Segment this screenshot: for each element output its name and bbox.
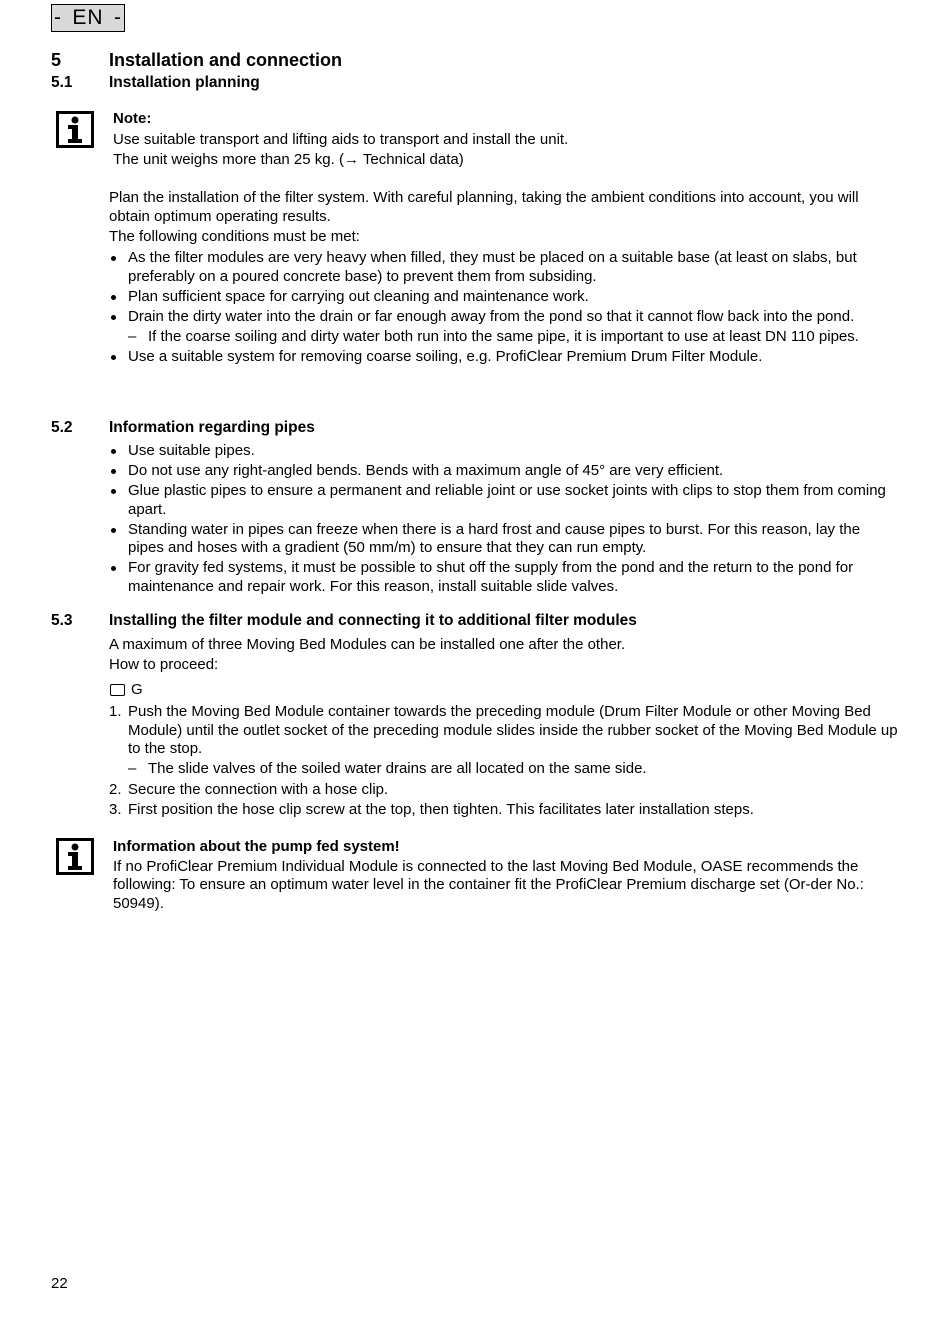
bullet-icon — [111, 566, 116, 571]
language-code: EN — [72, 6, 104, 29]
list-item — [109, 288, 899, 307]
bullet-icon — [111, 449, 116, 454]
bullet-icon — [111, 355, 116, 360]
bullet-icon — [111, 489, 116, 494]
bullet-icon — [111, 469, 116, 474]
dash-icon: – — [128, 760, 137, 777]
modules-intro: A maximum of three Moving Bed Modules can be installed one after the other. — [109, 636, 626, 653]
section-5-1-number: 5.1 — [51, 74, 73, 91]
bullet-icon — [111, 256, 116, 261]
list-item-text: Do not use any right-angled bends. Bends with a maximum angle of 45° are very efficient. — [128, 462, 724, 479]
note-label: Note: — [113, 110, 152, 127]
section-5-2-title: Information regarding pipes — [109, 419, 315, 436]
bullet-icon — [111, 315, 116, 320]
pump-info-label: Information about the pump fed system! — [113, 838, 400, 855]
list-item — [109, 462, 899, 481]
step-number: 3. — [109, 800, 122, 818]
conditions-list — [109, 249, 899, 368]
pump-info-text: If no ProfiClear Premium Individual Module is connected to the last Moving Bed Module, OASE recommends the following: To ensure an optimum water level in the container fit the ProfiClear Premium discharge set (Or-der No.: 50949). — [113, 857, 864, 912]
note-line: Use suitable transport and lifting aids to transport and install the unit. — [113, 130, 569, 148]
step-text: Secure the connection with a hose clip. — [128, 780, 389, 798]
list-item-text: As the filter modules are very heavy when filled, they must be placed on a suitable base (at least on slabs, but preferably on a poured concrete base) to prevent them from subsiding. — [128, 249, 857, 285]
page-number: 22 — [51, 1275, 68, 1292]
note-line: The unit weighs more than 25 kg. (→ Technical data) — [113, 151, 464, 168]
step-number: 2. — [109, 780, 122, 798]
section-5-number: 5 — [51, 50, 62, 70]
sub-list-item — [109, 760, 899, 779]
sub-list-item-text: If the coarse soiling and dirty water both run into the same pipe, it is important to use at least DN 110 pipes. — [148, 327, 859, 345]
step-text: First position the hose clip screw at the top, then tighten. This facilitates later installation steps. — [128, 800, 754, 818]
pump-info-box — [113, 838, 893, 913]
list-item — [109, 781, 899, 800]
step-text: Push the Moving Bed Module container towards the preceding module (Drum Filter Module or other Moving Bed Module) until the outlet socket of the preceding module slides inside the rubber socket of the Moving Bed Module up to the stop. — [128, 703, 898, 757]
steps-list — [109, 703, 899, 821]
list-item — [109, 482, 899, 519]
language-tag-left-dash: - — [54, 6, 62, 29]
list-item — [109, 801, 899, 820]
list-item — [109, 442, 899, 461]
conditions-paragraph: The following conditions must be met: — [109, 228, 360, 245]
list-item-text: Plan sufficient space for carrying out cleaning and maintenance work. — [128, 287, 589, 305]
section-5-2-number: 5.2 — [51, 419, 73, 436]
language-tag — [51, 4, 125, 32]
list-item — [109, 308, 899, 327]
section-5-title: Installation and connection — [109, 50, 343, 70]
list-item-text: Use suitable pipes. — [128, 442, 255, 459]
list-item-text: Standing water in pipes can freeze when there is a hard frost and cause pipes to burst. For this reason, lay the pipes and hoses with a gradient (50 mm/m) to ensure that they can run empty. — [128, 520, 861, 556]
figure-reference-label: G — [131, 681, 143, 698]
list-item — [109, 348, 899, 367]
note-box — [113, 110, 893, 170]
planning-paragraph: Plan the installation of the filter system. With careful planning, taking the ambient conditions into account, you will obtain optimum operating results. — [109, 189, 859, 225]
section-5-1-title: Installation planning — [109, 74, 260, 91]
pipes-list — [109, 442, 899, 598]
bullet-icon — [111, 295, 116, 300]
info-icon — [56, 838, 94, 875]
list-item — [109, 521, 899, 558]
how-to-proceed: How to proceed: — [109, 656, 219, 673]
list-item-text: Glue plastic pipes to ensure a permanent and reliable joint or use socket joints with clips to stop them from coming apart. — [128, 482, 886, 518]
list-item — [109, 249, 899, 286]
sub-list-item — [109, 328, 899, 347]
figure-box-icon — [110, 684, 125, 696]
sub-list-item-text: The slide valves of the soiled water drains are all located on the same side. — [148, 760, 647, 777]
language-tag-right-dash: - — [114, 6, 122, 29]
dash-icon: – — [128, 327, 137, 345]
list-item-text: Drain the dirty water into the drain or far enough away from the pond so that it cannot flow back into the pond. — [128, 307, 855, 325]
list-item — [109, 703, 899, 759]
figure-reference — [110, 681, 143, 698]
step-number: 1. — [109, 703, 122, 720]
info-icon — [56, 111, 94, 148]
section-5-3-number: 5.3 — [51, 612, 73, 629]
bullet-icon — [111, 528, 116, 533]
list-item-text: For gravity fed systems, it must be possible to shut off the supply from the pond and the return to the pond for maintenance and repair work. For this reason, install suitable slide valves. — [128, 559, 854, 595]
list-item-text: Use a suitable system for removing coarse soiling, e.g. ProfiClear Premium Drum Filter Module. — [128, 348, 763, 365]
section-5-3-title: Installing the filter module and connecting it to additional filter modules — [109, 612, 637, 629]
list-item — [109, 559, 899, 596]
